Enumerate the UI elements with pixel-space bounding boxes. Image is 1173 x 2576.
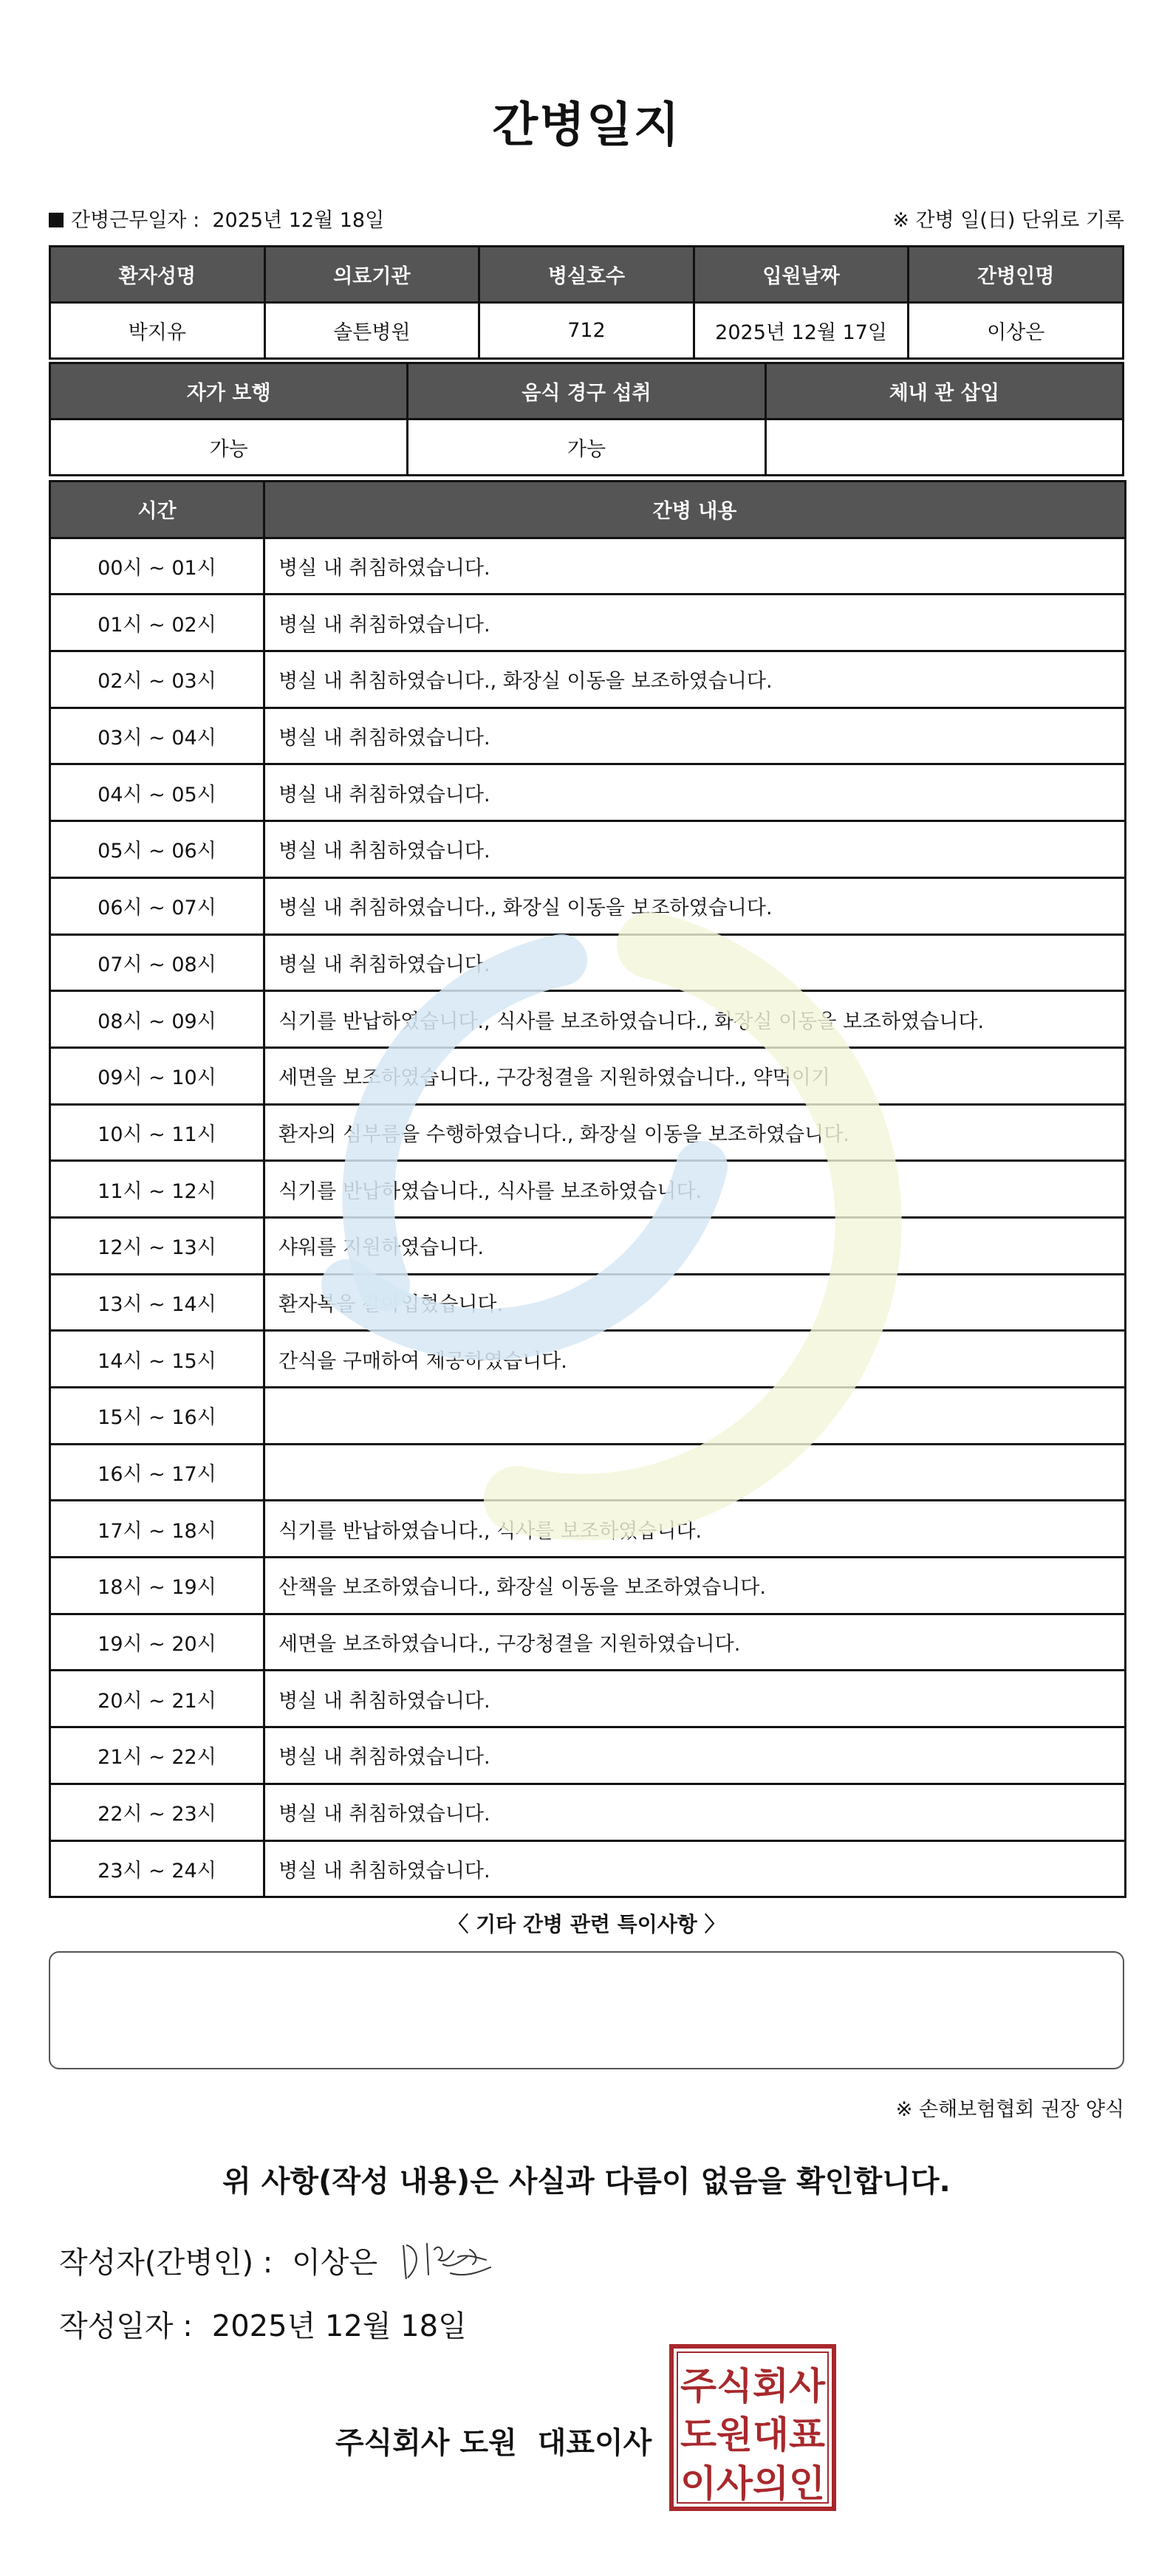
care-time-cell: 11시 ~ 12시: [50, 1161, 264, 1218]
author-name: 이상은: [292, 2246, 378, 2280]
care-content-cell: 병실 내 취침하였습니다.: [264, 934, 1126, 991]
patient-info-table: [49, 245, 1124, 360]
patient-status-value-row: [50, 419, 1124, 476]
care-time-cell: 10시 ~ 11시: [50, 1104, 264, 1161]
confirmation-statement: 위 사항(작성 내용)은 사실과 다름이 없음을 확인합니다.: [222, 2165, 951, 2199]
care-time-cell: 22시 ~ 23시: [50, 1784, 264, 1840]
header-tube-insertion: 체내 관 삽입: [765, 363, 1123, 419]
patient-name: 박지유: [50, 303, 265, 359]
special-notes-title: 〈 기타 간병 관련 특이사항 〉: [448, 1912, 725, 1936]
care-content-cell: 병실 내 취침하였습니다.: [264, 1727, 1126, 1784]
room-number: 712: [479, 303, 694, 359]
care-log-row: [50, 651, 1126, 708]
care-time-cell: 00시 ~ 01시: [50, 538, 264, 595]
care-log-row: [50, 764, 1126, 821]
work-date-value: 2025년 12월 18일: [212, 209, 385, 232]
care-log-row: [50, 1501, 1126, 1558]
patient-status-table: [49, 362, 1124, 476]
hospital-name: 솔튼병원: [264, 303, 479, 359]
company-signature-line: [335, 2419, 652, 2462]
care-content-cell: 세면을 보조하였습니다., 구강청결을 지원하였습니다., 약먹이기: [264, 1047, 1126, 1104]
care-content-cell: 간식을 구매하여 제공하였습니다.: [264, 1331, 1126, 1388]
care-log-row: [50, 1047, 1126, 1104]
care-time-cell: 23시 ~ 24시: [50, 1840, 264, 1897]
handwritten-signature: [399, 2235, 495, 2286]
written-date-value: 2025년 12월 18일: [211, 2309, 467, 2343]
care-log-row: [50, 708, 1126, 764]
company-seal-icon: [669, 2344, 836, 2511]
header-patient-name: 환자성명: [50, 247, 265, 303]
patient-info-header-row: [50, 247, 1124, 303]
care-time-cell: 19시 ~ 20시: [50, 1614, 264, 1671]
special-notes-box: [49, 1951, 1124, 2069]
record-unit-note: ※ 간병 일(日) 단위로 기록: [892, 209, 1124, 232]
work-date: [49, 204, 384, 233]
admission-date: 2025년 12월 17일: [694, 303, 909, 359]
care-log-row: [50, 1217, 1126, 1274]
care-content-cell: 병실 내 취침하였습니다., 화장실 이동을 보조하였습니다.: [264, 651, 1126, 708]
work-date-label: 간병근무일자 :: [71, 209, 200, 232]
seal-line-3: 이사의인: [680, 2462, 825, 2505]
header-admission-date: 입원날짜: [694, 247, 909, 303]
care-log-row: [50, 1840, 1126, 1897]
care-content-cell: 샤워를 지원하였습니다.: [264, 1217, 1126, 1274]
patient-status-header-row: [50, 363, 1124, 419]
self-walking-value: 가능: [50, 419, 408, 476]
care-content-cell: 병실 내 취침하였습니다.: [264, 1840, 1126, 1897]
seal-line-1: 주식회사: [680, 2365, 826, 2408]
care-log-body: [50, 538, 1126, 1897]
caregiver-name: 이상은: [909, 303, 1124, 359]
care-content-cell: [264, 1388, 1126, 1445]
care-content-cell: 병실 내 취침하였습니다.: [264, 1784, 1126, 1840]
header-self-walking: 자가 보행: [50, 363, 408, 419]
care-time-cell: 20시 ~ 21시: [50, 1671, 264, 1727]
care-time-cell: 18시 ~ 19시: [50, 1558, 264, 1614]
care-log-row: [50, 1727, 1126, 1784]
care-content-cell: 환자복을 갈아입혔습니다.: [264, 1274, 1126, 1331]
care-content-cell: 병실 내 취침하였습니다.: [264, 595, 1126, 651]
care-time-cell: 03시 ~ 04시: [50, 708, 264, 764]
header-room-number: 병실호수: [479, 247, 694, 303]
care-content-cell: 병실 내 취침하였습니다.: [264, 821, 1126, 878]
square-bullet-icon: [49, 213, 64, 227]
care-log-row: [50, 1104, 1126, 1161]
care-time-cell: 13시 ~ 14시: [50, 1274, 264, 1331]
header-care-content: 간병 내용: [264, 482, 1126, 538]
page-title: 간병일지: [492, 98, 681, 153]
care-log-header-row: [50, 482, 1126, 538]
care-time-cell: 09시 ~ 10시: [50, 1047, 264, 1104]
care-time-cell: 01시 ~ 02시: [50, 595, 264, 651]
care-time-cell: 08시 ~ 09시: [50, 991, 264, 1048]
care-log-row: [50, 595, 1126, 651]
care-log-row: [50, 877, 1126, 934]
care-time-cell: 17시 ~ 18시: [50, 1501, 264, 1558]
care-log-row: [50, 1558, 1126, 1614]
representative-title: 대표이사: [537, 2426, 652, 2460]
header-oral-intake: 음식 경구 섭취: [408, 363, 765, 419]
seal-line-2: 도원대표: [680, 2414, 826, 2456]
header-caregiver-name: 간병인명: [909, 247, 1124, 303]
care-log-row: [50, 1784, 1126, 1840]
care-content-cell: 식기를 반납하였습니다., 식사를 보조하였습니다., 화장실 이동을 보조하였습니다.: [264, 991, 1126, 1048]
written-date-line: [59, 2303, 467, 2345]
care-log-table: [49, 480, 1126, 1898]
care-log-row: [50, 1614, 1126, 1671]
care-log-row: [50, 1274, 1126, 1331]
header-hospital: 의료기관: [264, 247, 479, 303]
care-time-cell: 04시 ~ 05시: [50, 764, 264, 821]
care-content-cell: 산책을 보조하였습니다., 화장실 이동을 보조하였습니다.: [264, 1558, 1126, 1614]
patient-info-value-row: [50, 303, 1124, 359]
care-log-row: [50, 1388, 1126, 1445]
tube-insertion-value: [765, 419, 1123, 476]
care-time-cell: 06시 ~ 07시: [50, 877, 264, 934]
care-time-cell: 02시 ~ 03시: [50, 651, 264, 708]
care-content-cell: 병실 내 취침하였습니다.: [264, 538, 1126, 595]
care-time-cell: 12시 ~ 13시: [50, 1217, 264, 1274]
care-time-cell: 16시 ~ 17시: [50, 1444, 264, 1501]
written-date-label: 작성일자 :: [59, 2309, 193, 2343]
care-content-cell: [264, 1444, 1126, 1501]
care-time-cell: 15시 ~ 16시: [50, 1388, 264, 1445]
care-time-cell: 05시 ~ 06시: [50, 821, 264, 878]
recommended-form-note: ※ 손해보험협회 권장 양식: [895, 2098, 1124, 2121]
care-log-row: [50, 934, 1126, 991]
meta-row: [49, 204, 1124, 230]
care-log-row: [50, 1671, 1126, 1727]
care-log-row: [50, 1161, 1126, 1218]
author-label: 작성자(간병인) :: [59, 2246, 273, 2280]
oral-intake-value: 가능: [408, 419, 765, 476]
care-log-row: [50, 821, 1126, 878]
care-content-cell: 식기를 반납하였습니다., 식사를 보조하였습니다.: [264, 1501, 1126, 1558]
care-time-cell: 14시 ~ 15시: [50, 1331, 264, 1388]
author-line: [59, 2239, 377, 2281]
care-content-cell: 환자의 심부름을 수행하였습니다., 화장실 이동을 보조하였습니다.: [264, 1104, 1126, 1161]
care-log-row: [50, 1444, 1126, 1501]
header-time: 시간: [50, 482, 264, 538]
care-content-cell: 세면을 보조하였습니다., 구강청결을 지원하였습니다.: [264, 1614, 1126, 1671]
care-time-cell: 07시 ~ 08시: [50, 934, 264, 991]
care-log-row: [50, 991, 1126, 1048]
care-content-cell: 병실 내 취침하였습니다.: [264, 708, 1126, 764]
care-content-cell: 병실 내 취침하였습니다.: [264, 764, 1126, 821]
care-log-row: [50, 1331, 1126, 1388]
care-time-cell: 21시 ~ 22시: [50, 1727, 264, 1784]
care-content-cell: 식기를 반납하였습니다., 식사를 보조하였습니다.: [264, 1161, 1126, 1218]
company-name: 주식회사 도원: [335, 2426, 517, 2460]
care-log-row: [50, 538, 1126, 595]
care-content-cell: 병실 내 취침하였습니다., 화장실 이동을 보조하였습니다.: [264, 877, 1126, 934]
care-content-cell: 병실 내 취침하였습니다.: [264, 1671, 1126, 1727]
